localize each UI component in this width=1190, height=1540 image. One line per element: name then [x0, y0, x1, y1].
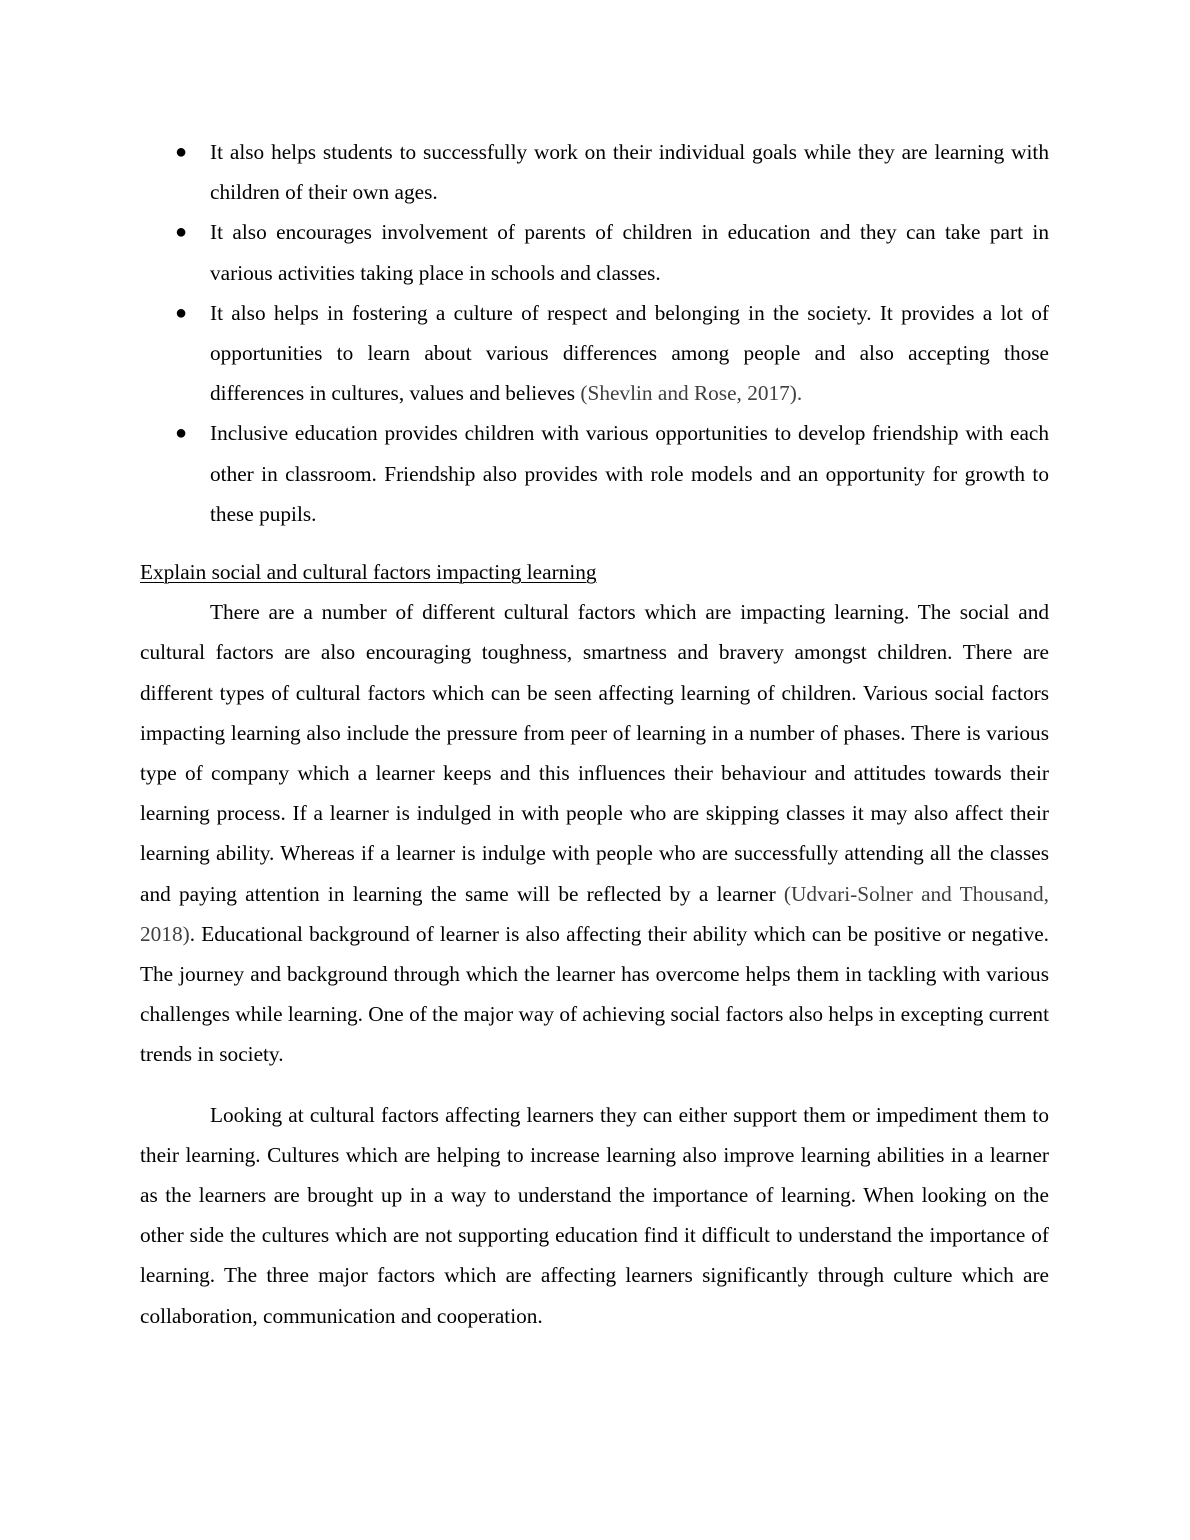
list-item: [140, 293, 1049, 414]
body-paragraph: [140, 592, 1049, 1074]
citation: (Shevlin and Rose, 2017): [580, 381, 797, 406]
bullet-text: It also helps students to successfully work on their individual goals while they are learning with children of their own ages.: [210, 140, 1049, 205]
bullet-icon: ●: [175, 422, 188, 445]
paragraph-text: There are a number of different cultural factors which are impacting learning. The social and cultural factors are also encouraging toughness, smartness and bravery amongst children. There are different types of cultural factors which can be seen affecting learning of children. Various social factors impacting learning also include the pressure from peer of learning in a number of phases. There is various type of company which a learner keeps and this influences their behaviour and attitudes towards their learning process. If a learner is indulged in with people who are skipping classes it may also affect their learning ability. Whereas if a learner is indulge with people who are successfully attending all the classes and paying attention in learning the same will be reflected by a learner: [140, 600, 1049, 906]
bullet-icon: ●: [175, 221, 188, 244]
bullet-text: It also encourages involvement of parents of children in education and they can take part in various activities taking place in schools and classes.: [210, 220, 1049, 285]
section-heading: Explain social and cultural factors impacting learning: [140, 560, 597, 585]
citation: (Udvari-Solner and Thousand, 2018): [140, 881, 1049, 946]
list-item: [140, 212, 1049, 292]
paragraph-text: . Educational background of learner is also affecting their ability which can be positive or negative. The journey and background through which the learner has overcome helps them in tackling with various challenges while learning. One of the major way of achieving social factors also helps in excepting current trends in society.: [140, 921, 1049, 1067]
list-item: [140, 132, 1049, 212]
bullet-text: It also helps in fostering a culture of respect and belonging in the society. It provides a lot of opportunities to learn about various differences among people and also accepting those differences in cultures, values and believes: [210, 300, 1049, 406]
document-page: [140, 132, 1049, 1336]
bullet-icon: ●: [175, 301, 188, 324]
bullet-list: [140, 132, 1049, 534]
bullet-text: Inclusive education provides children with various opportunities to develop friendship with each other in classroom. Friendship also provides with role models and an opportunity for growth to these pupils.: [210, 421, 1049, 526]
list-item: [140, 413, 1049, 534]
citation-period: .: [796, 381, 803, 406]
bullet-icon: ●: [175, 141, 188, 163]
body-paragraph: [140, 1095, 1049, 1336]
paragraph-text: Looking at cultural factors affecting learners they can either support them or impediment them to their learning. Cultures which are helping to increase learning also improve learning abilities in a learner as the learners are brought up in a way to understand the importance of learning. When looking on the other side the cultures which are not supporting education find it difficult to understand the importance of learning. The three major factors which are affecting learners significantly through culture which are collaboration, communication and cooperation.: [140, 1102, 1049, 1328]
